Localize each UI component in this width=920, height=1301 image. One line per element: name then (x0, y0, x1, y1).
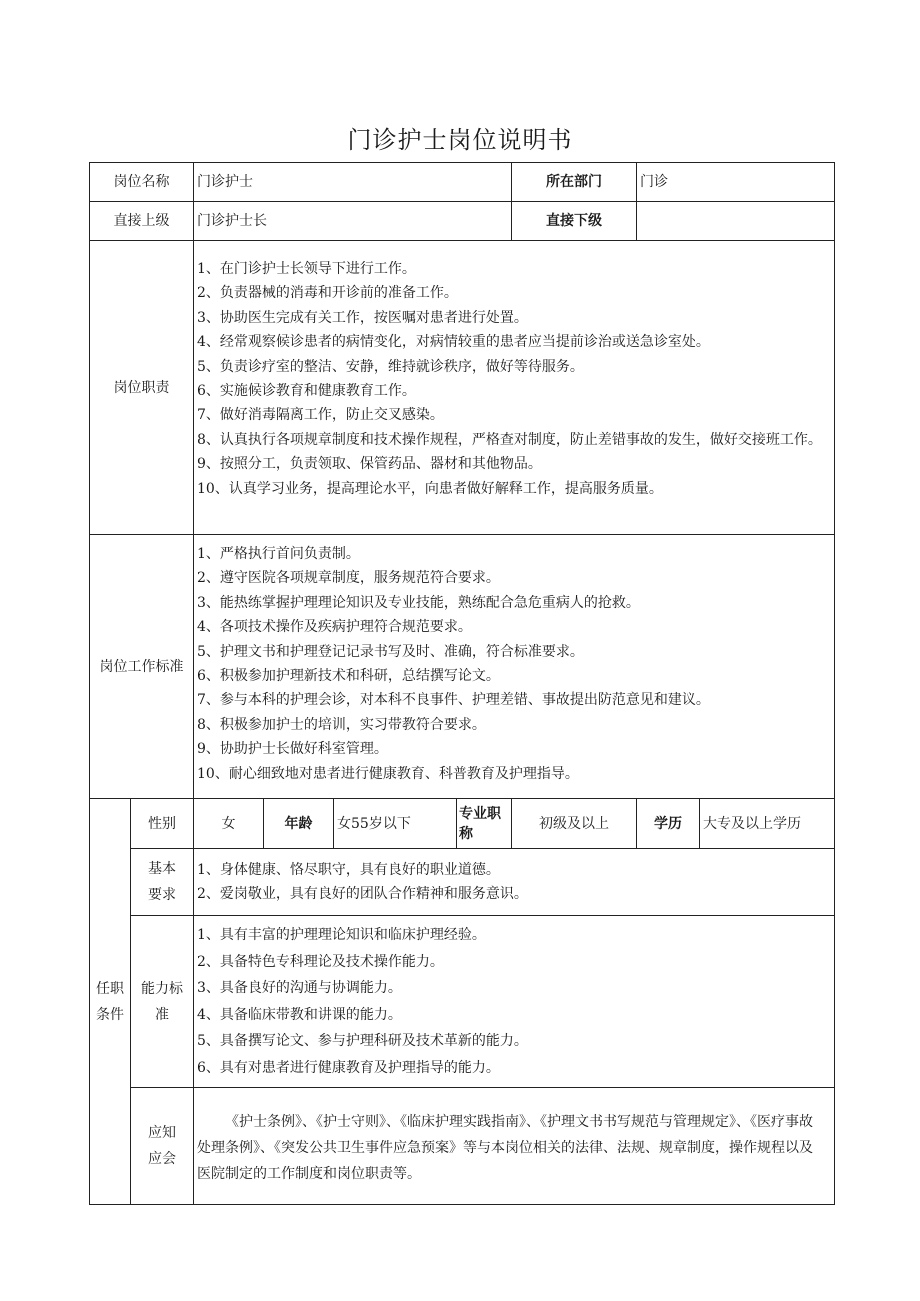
qualifications-label-line1: 任职 (96, 980, 124, 997)
list-item: 1、严格执行首问负责制。 (197, 546, 360, 562)
list-item: 9、协助护士长做好科室管理。 (197, 741, 388, 758)
gender-label: 性别 (131, 799, 194, 849)
row-standards (90, 535, 835, 799)
row-basic-requirements (90, 849, 835, 916)
list-item: 10、认真学习业务，提高理论水平，向患者做好解释工作，提高服务质量。 (197, 480, 663, 497)
list-item: 5、护理文书和护理登记记录书写及时、准确，符合标准要求。 (197, 643, 584, 660)
subordinate-label: 直接下级 (512, 202, 637, 241)
list-item: 1、具有丰富的护理理论知识和临床护理经验。 (197, 927, 486, 943)
row-required-knowledge (90, 1088, 835, 1205)
subordinate-value (637, 202, 835, 241)
list-item: 8、认真执行各项规章制度和技术操作规程，严格查对制度，防止差错事故的发生，做好交接班工作。 (197, 431, 822, 448)
row-post-name (90, 163, 835, 202)
list-item: 5、具备撰写论文、参与护理科研及技术革新的能力。 (197, 1033, 528, 1049)
list-item: 7、做好消毒隔离工作，防止交叉感染。 (197, 407, 444, 424)
required-knowledge-label-line2: 应会 (148, 1151, 176, 1167)
ability-standards-list (194, 916, 835, 1088)
page-title: 门诊护士岗位说明书 (347, 126, 573, 154)
required-knowledge-label (131, 1088, 194, 1205)
list-item: 3、具备良好的沟通与协调能力。 (197, 980, 402, 996)
row-superior (90, 202, 835, 241)
gender-value: 女 (194, 799, 264, 849)
basic-requirements-list (194, 849, 835, 916)
professional-title-label-line1: 专业职 (459, 805, 501, 822)
list-item: 2、具备特色专科理论及技术操作能力。 (197, 953, 444, 970)
education-label: 学历 (637, 799, 700, 849)
basic-requirements-label-line1: 基本 (148, 861, 176, 877)
list-item: 3、协助医生完成有关工作，按医嘱对患者进行处置。 (197, 309, 528, 326)
list-item: 8、积极参加护士的培训，实习带教符合要求。 (197, 716, 486, 733)
professional-title-label (457, 799, 512, 849)
education-value: 大专及以上学历 (700, 799, 835, 849)
qualifications-label-line2: 条件 (96, 1006, 124, 1023)
list-item: 2、爱岗敬业，具有良好的团队合作精神和服务意识。 (197, 886, 528, 902)
post-name-value: 门诊护士 (194, 163, 512, 202)
department-value: 门诊 (637, 163, 835, 202)
duties-list (194, 241, 835, 535)
list-item: 7、参与本科的护理会诊，对本科不良事件、护理差错、事故提出防范意见和建议。 (197, 692, 710, 709)
basic-requirements-label (131, 849, 194, 916)
list-item: 2、遵守医院各项规章制度，服务规范符合要求。 (197, 570, 500, 587)
required-knowledge-text: 《护士条例》、《护士守则》、《临床护理实践指南》、《护理文书书写规范与管理规定》、《医疗事故处理条例》、《突发公共卫生事件应急预案》等与本岗位相关的法律、法规、规章制度，操作规程以及医院制定的工作制度和岗位职责等。 (194, 1088, 835, 1205)
basic-requirements-label-line2: 要求 (148, 887, 176, 903)
professional-title-value: 初级及以上 (512, 799, 637, 849)
qualifications-label (90, 799, 131, 1205)
list-item: 1、身体健康、恪尽职守，具有良好的职业道德。 (197, 861, 500, 878)
job-description-table (89, 162, 835, 1205)
list-item: 2、负责器械的消毒和开诊前的准备工作。 (197, 285, 458, 302)
required-knowledge-label-line1: 应知 (148, 1125, 176, 1141)
list-item: 4、经常观察候诊患者的病情变化，对病情较重的患者应当提前诊治或送急诊室处。 (197, 334, 710, 351)
department-label: 所在部门 (512, 163, 637, 202)
superior-label: 直接上级 (90, 202, 194, 241)
list-item: 9、按照分工，负责领取、保管药品、器材和其他物品。 (197, 456, 542, 473)
standards-list (194, 535, 835, 799)
list-item: 4、各项技术操作及疾病护理符合规范要求。 (197, 619, 472, 636)
list-item: 1、在门诊护士长领导下进行工作。 (197, 261, 416, 277)
list-item: 6、具有对患者进行健康教育及护理指导的能力。 (197, 1059, 500, 1076)
row-duties (90, 241, 835, 535)
list-item: 6、积极参加护理新技术和科研，总结撰写论文。 (197, 668, 500, 685)
superior-value: 门诊护士长 (194, 202, 512, 241)
duties-label: 岗位职责 (90, 241, 194, 535)
row-ability-standards (90, 916, 835, 1088)
list-item: 6、实施候诊教育和健康教育工作。 (197, 383, 416, 400)
post-name-label: 岗位名称 (90, 163, 194, 202)
row-basic-info (90, 799, 835, 849)
list-item: 5、负责诊疗室的整洁、安静，维持就诊秩序，做好等待服务。 (197, 358, 584, 375)
professional-title-label-line2: 称 (459, 825, 473, 842)
ability-standards-label-line2: 准 (155, 1006, 169, 1023)
list-item: 3、能热练掌握护理理论知识及专业技能，熟练配合急危重病人的抢救。 (197, 594, 640, 611)
ability-standards-label-line1: 能力标 (141, 980, 183, 997)
list-item: 10、耐心细致地对患者进行健康教育、科普教育及护理指导。 (197, 765, 579, 782)
age-value: 女55岁以下 (334, 799, 457, 849)
standards-label: 岗位工作标准 (90, 535, 194, 799)
age-label: 年龄 (264, 799, 334, 849)
list-item: 4、具备临床带教和讲课的能力。 (197, 1006, 402, 1023)
ability-standards-label (131, 916, 194, 1088)
